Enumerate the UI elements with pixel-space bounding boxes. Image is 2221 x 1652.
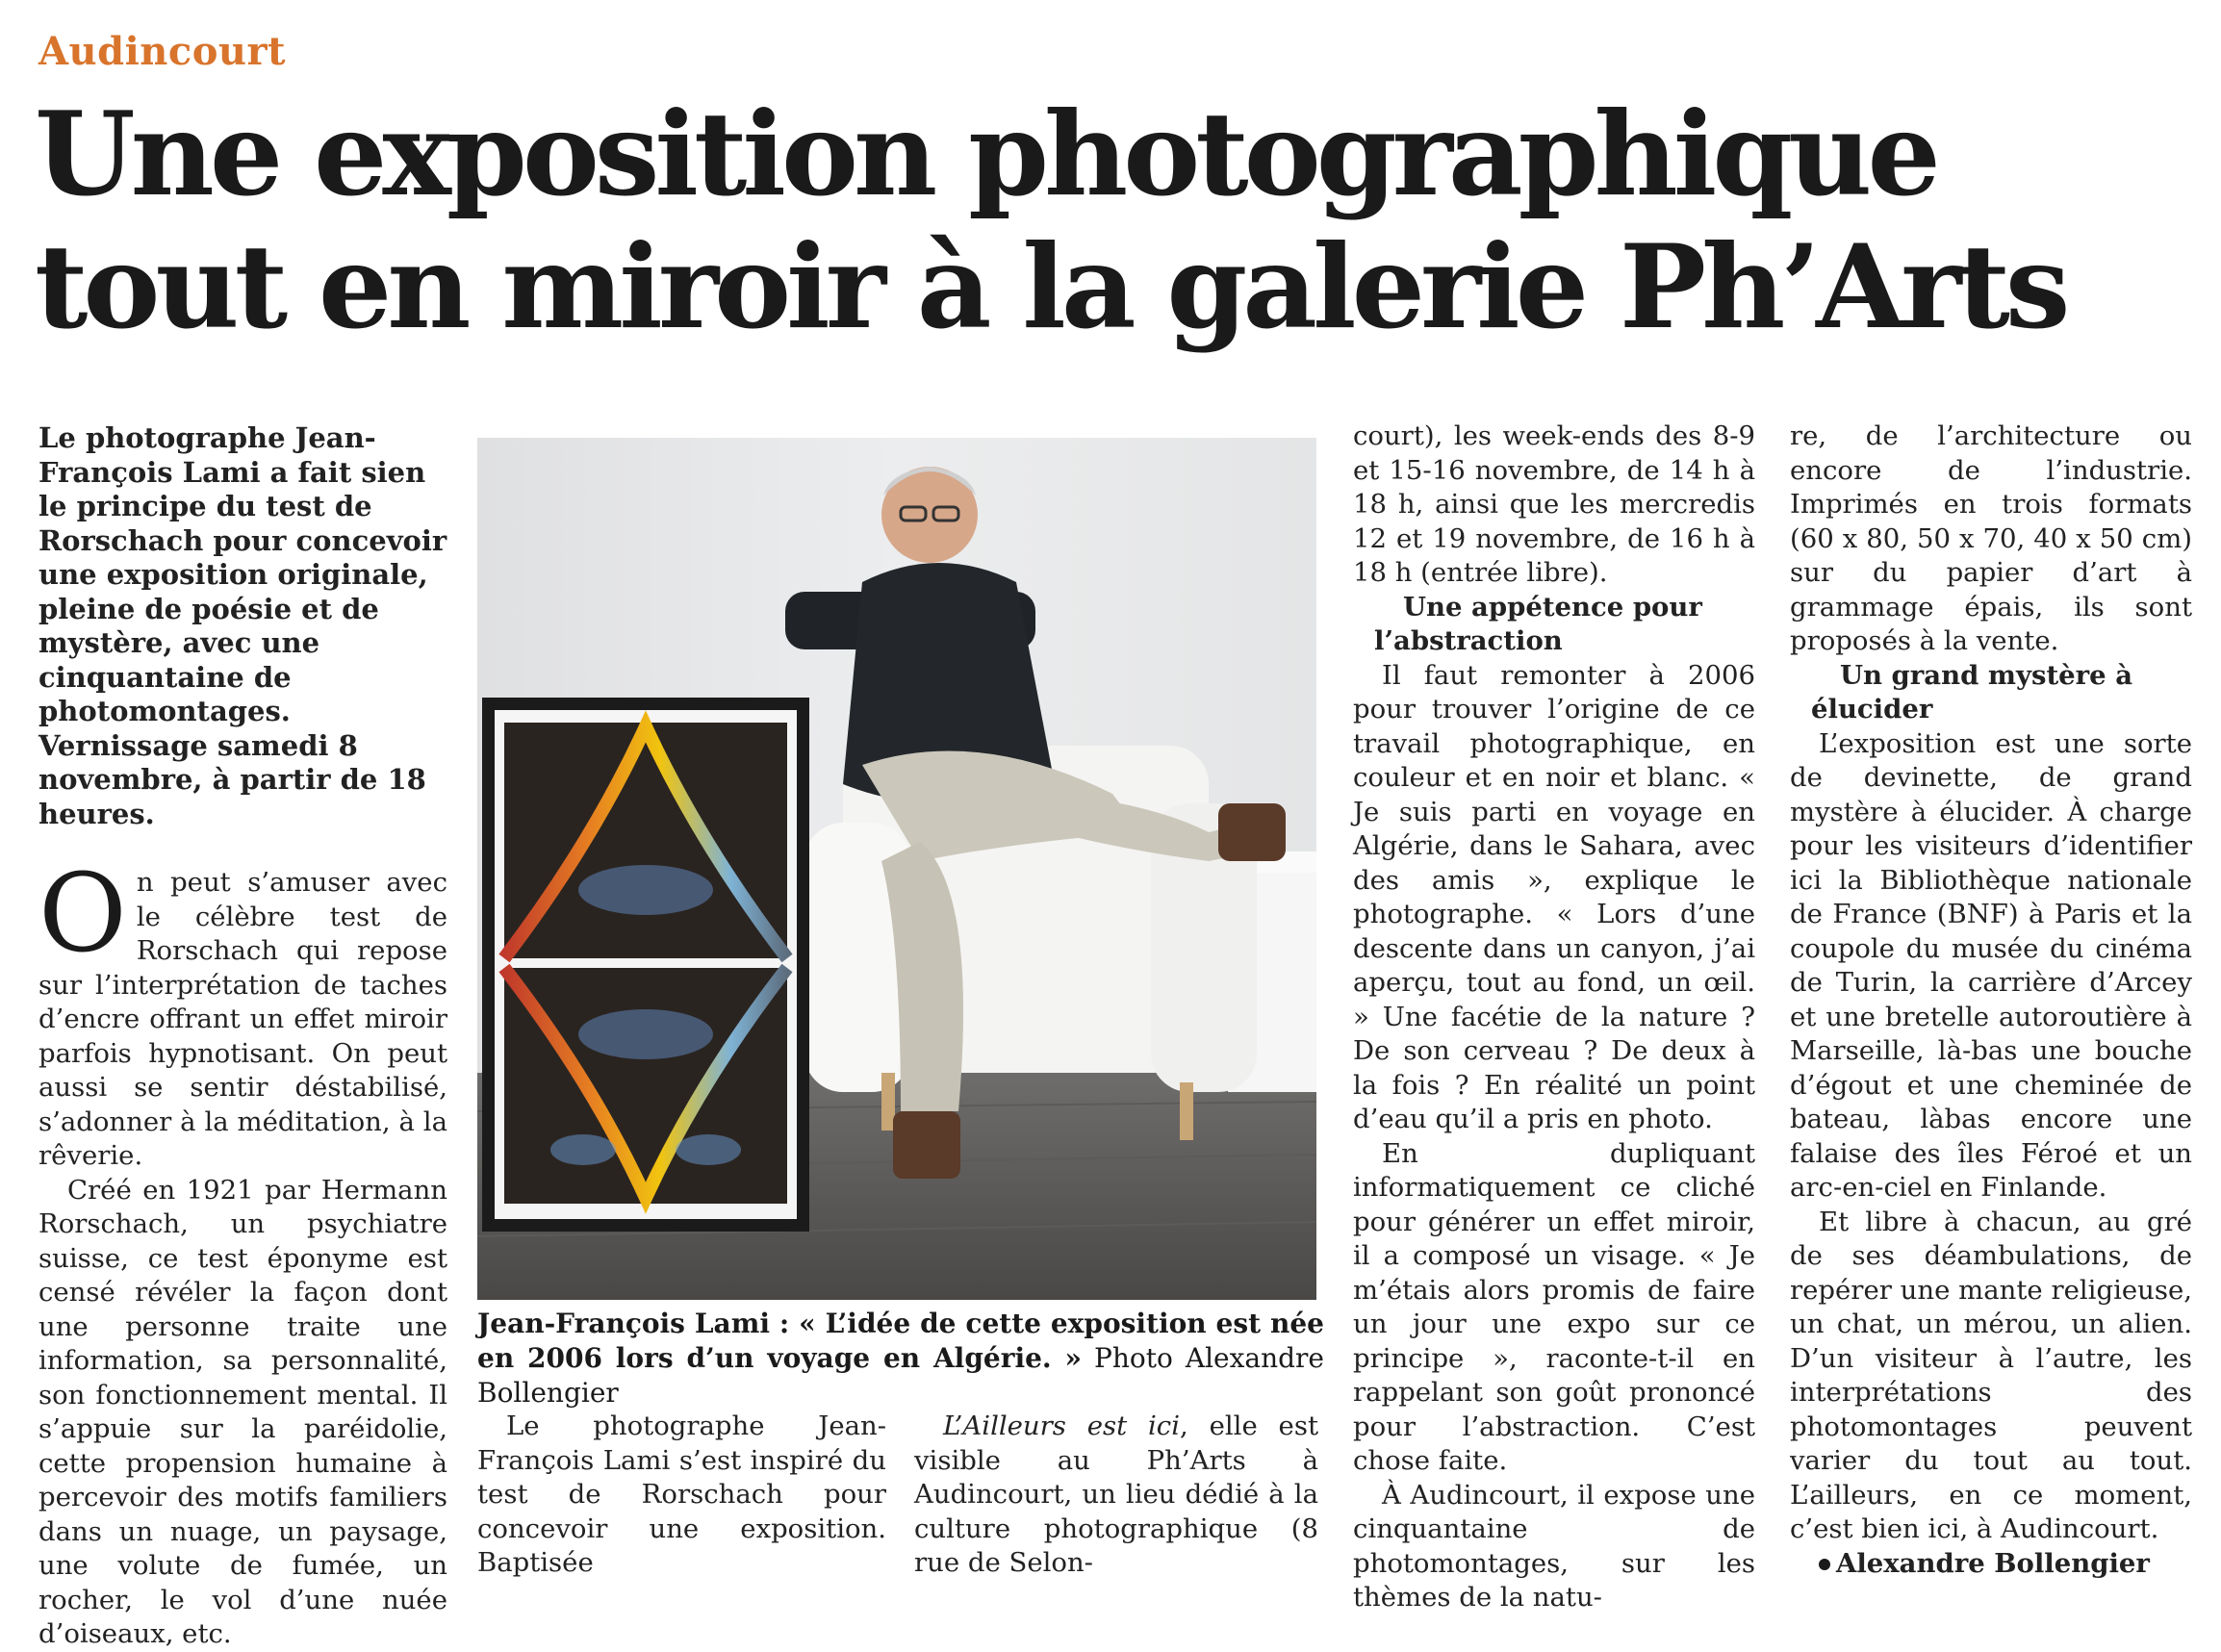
body-text: , elle est visible au Ph’Arts à Audincourt, un lieu dédié à la culture photographique (8 rue de Selon- [914,1411,1318,1578]
subheading: Un grand mystère à élucider [1811,659,2133,724]
body-paragraph: re, de l’architecture ou encore de l’industrie. Imprimés en trois formats (60 x 80, 50 x 70, 40 x 50 cm) sur du papier d’art à grammage épais, ils sont proposés à la vente. [1790,420,2192,656]
body-paragraph: court), les week-ends des 8-9 et 15-16 novembre, de 14 h à 18 h, ainsi que les mercredis 12 et 19 novembre, de 16 h à 18 h (entrée libre). [1353,420,1755,588]
caption-quote: Jean-François Lami : « L’idée de cette exposition est née en 2006 lors d’un voyage en Algérie. » [477,1308,1324,1374]
body-paragraph: Et libre à chacun, au gré de ses déambulations, de repérer une mante religieuse, un chat, un mérou, un alien. D’un visiteur à l’autre, les interprétations des photomontages peuvent varier du tout au tout. L’ailleurs, en ce moment, c’est bien ici, à Audincourt. [1790,1206,2192,1544]
body-paragraph: Il faut remonter à 2006 pour trouver l’origine de ce travail photographique, en couleur et en noir et blanc. « Je suis parti en voyage en Algérie, dans le Sahara, avec des amis », explique le photographe. « Lors d’une descente dans un canyon, j’ai aperçu, tout au fond, un œil. » Une facétie de la nature ? De son cerveau ? De deux à la fois ? En réalité un point d’eau qu’il a pris en photo. [1353,659,1755,1134]
body-paragraph: Le photographe Jean-François Lami s’est inspiré du test de Rorschach pour concevoir une exposition. Baptisée [477,1411,886,1578]
photo-caption [477,1307,1324,1411]
headline [35,89,2190,354]
body-paragraph: L’exposition est une sorte de devinette, de grand mystère à élucider. À charge pour les visiteurs d’identifier ici la Bibliothèque nationale de France (BNF) à Paris et la coupole du musée du cinéma de Turin, la carrière d’Arcey et une bretelle autoroutière à Marseille, là-bas une bouche d’égout et une cheminée de bateau, làbas encore une falaise des îles Féroé et un arc-en-ciel en Finlande. [1790,727,2192,1203]
section-kicker: Audincourt [38,29,287,74]
column-4 [1353,419,1755,1615]
exhibition-title: L’Ailleurs est ici [943,1411,1180,1441]
column-1 [38,421,447,1652]
headline-line-1: Une exposition photographique [35,87,1936,222]
body-text: n peut s’amuser avec le célèbre test de Rorschach qui repose sur l’interprétation de taches d’encre offrant un effet miroir parfois hypnotisant. On peut aussi se sentir déstabilisé, s’adonner à la méditation, à la rêverie. [38,867,447,1171]
author-byline [1790,1547,2192,1582]
body-paragraph [914,1410,1318,1581]
photo-illustration [477,438,1316,1300]
headline-line-2: tout en miroir à la galerie Ph’Arts [35,219,2066,355]
subheading: Une appétence pour l’abstraction [1374,591,1702,656]
column-3 [914,1410,1318,1581]
drop-cap: O [38,851,127,977]
caption-credit: Photo Alexandre Bollengier [477,1342,1324,1409]
author-name: Alexandre Bollengier [1836,1547,2150,1579]
body-paragraph: Créé en 1921 par Hermann Rorschach, un psychiatre suisse, ce test éponyme est censé révéler la façon dont une personne traite une information, sa personnalité, son fonctionnement mental. Il s’appuie sur la paréidolie, cette propension humaine à percevoir des motifs familiers dans un nuage, un paysage, une volute de fumée, un rocher, le vol d’une nuée d’oiseaux, etc. [38,1174,447,1649]
body-paragraph: À Audincourt, il expose une cinquantaine de photomontages, sur les thèmes de la natu- [1353,1479,1755,1613]
column-5 [1790,419,2192,1581]
lead-paragraph: Le photographe Jean-François Lami a fait sien le principe du test de Rorschach pour concevoir une exposition originale, pleine de poésie et de mystère, avec une cinquantaine de photomontages. Vernissage samedi 8 novembre, à partir de 18 heures. [38,421,447,830]
body-paragraph [38,851,447,1174]
body-paragraph: En dupliquant informatiquement ce cliché pour générer un effet miroir, il a composé un visage. « Je m’étais alors promis de faire un jour une expo sur ce principe », raconte-t-il en rappelant son goût prononcé pour l’abstraction. C’est chose faite. [1353,1137,1755,1476]
column-2 [477,1410,886,1581]
article-photo [477,438,1316,1300]
